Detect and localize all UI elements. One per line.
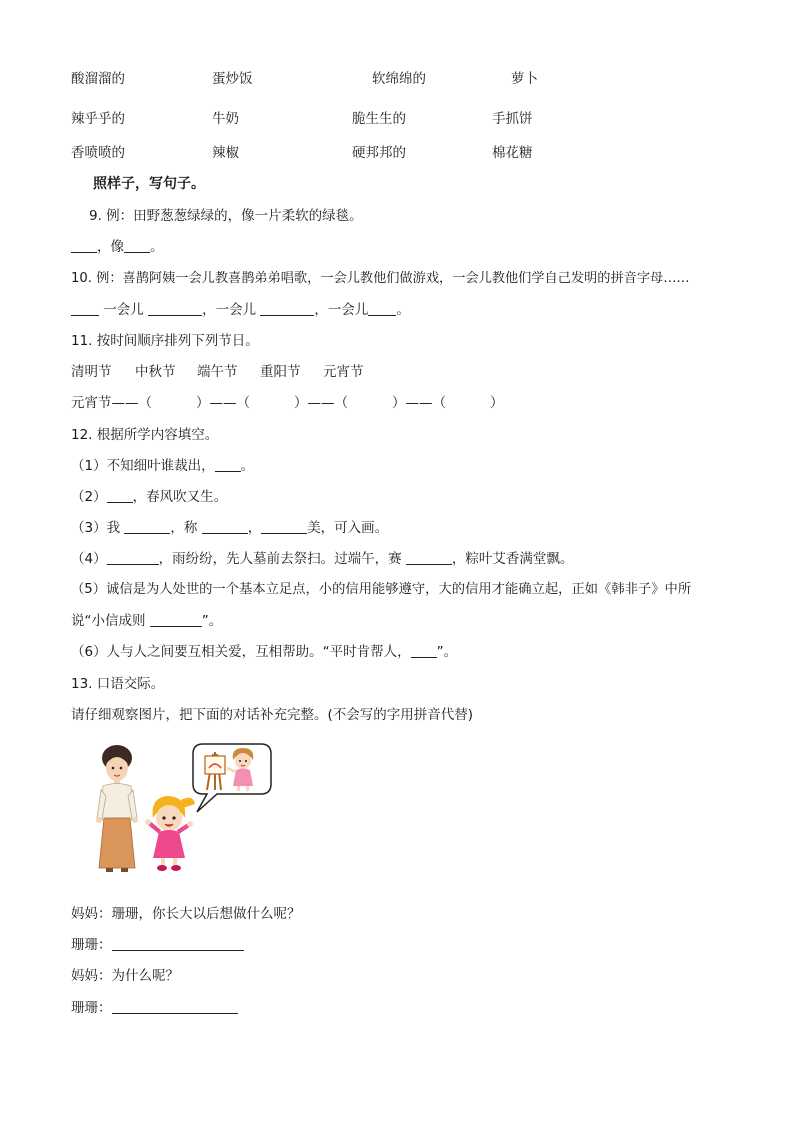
- question-12-line-1: （1）不知细叶谁裁出， 。: [71, 458, 255, 474]
- word-item: 软绵绵的: [372, 71, 426, 87]
- answer-blank[interactable]: [71, 238, 97, 253]
- mother-figure: [96, 745, 138, 872]
- answer-blank[interactable]: [406, 550, 452, 565]
- section-heading: 照样子，写句子。: [93, 176, 205, 192]
- question-12-line-6: （6）人与人之间要互相关爱，互相帮助。“平时肯帮人， ”。: [71, 644, 458, 660]
- question-10-answer-line: 一会儿 ，一会儿 ，一会儿 。: [71, 298, 410, 318]
- answer-blank[interactable]: [112, 999, 238, 1014]
- festival-item: 清明节: [71, 364, 112, 380]
- question-12-prompt: 12. 根据所学内容填空。: [71, 427, 219, 443]
- question-13-prompt: 13. 口语交际。: [71, 676, 165, 692]
- question-9-prompt: 9. 例：田野葱葱绿绿的，像一片柔软的绿毯。: [89, 208, 363, 224]
- dialogue-line-girl-2: 珊珊：: [71, 996, 238, 1016]
- question-12-line-4: （4） ，雨纷纷，先人墓前去祭扫。过端午，赛 ，粽叶艾香满堂飘。: [71, 551, 574, 567]
- dialogue-line-mother-2: 妈妈：为什么呢？: [71, 968, 179, 984]
- answer-blank[interactable]: [71, 301, 99, 316]
- answer-blank[interactable]: [215, 457, 241, 472]
- answer-blank[interactable]: [112, 936, 244, 951]
- festival-item: 端午节: [197, 364, 238, 380]
- question-11-answer-line: 元宵节——（ ）——（ ）——（ ）——（ ）: [71, 395, 504, 411]
- answer-blank[interactable]: [107, 488, 133, 503]
- question-9-answer-line: ，像 。: [71, 235, 164, 255]
- answer-blank[interactable]: [124, 519, 170, 534]
- answer-blank[interactable]: [107, 550, 159, 565]
- festival-item: 中秋节: [135, 364, 176, 380]
- word-item: 酸溜溜的: [71, 71, 125, 87]
- answer-blank[interactable]: [368, 301, 396, 316]
- word-item: 辣椒: [212, 145, 239, 161]
- word-item: 香喷喷的: [71, 145, 125, 161]
- question-10-prompt: 10. 例：喜鹊阿姨一会儿教喜鹊弟弟唱歌，一会儿教他们做游戏，一会儿教他们学自己发明的拼音字母……: [71, 271, 690, 286]
- question-12-line-5: （5）诚信是为人处世的一个基本立足点，小的信用能够遵守，大的信用才能确立起，正如《韩非子》中所: [71, 582, 692, 597]
- answer-blank[interactable]: [411, 643, 437, 658]
- word-item: 棉花糖: [492, 145, 533, 161]
- answer-blank[interactable]: [261, 519, 307, 534]
- festival-item: 元宵节: [323, 364, 364, 380]
- word-item: 萝卜: [511, 71, 538, 87]
- answer-blank[interactable]: [148, 301, 202, 316]
- speech-bubble: [193, 744, 271, 812]
- question-13-instruction: 请仔细观察图片，把下面的对话补充完整。(不会写的字用拼音代替): [71, 707, 474, 723]
- girl-figure: [145, 796, 195, 871]
- word-item: 脆生生的: [352, 111, 406, 127]
- question-11-prompt: 11. 按时间顺序排列下列节日。: [71, 333, 259, 349]
- answer-blank[interactable]: [150, 612, 202, 627]
- mother-and-girl-illustration: [95, 740, 275, 875]
- question-12-line-5-cont: 说“小信成则 ”。: [71, 613, 223, 629]
- word-item: 手抓饼: [492, 111, 533, 127]
- dialogue-line-mother-1: 妈妈：珊珊，你长大以后想做什么呢？: [71, 906, 301, 922]
- word-item: 蛋炒饭: [212, 71, 253, 87]
- festival-item: 重阳节: [260, 364, 301, 380]
- answer-blank[interactable]: [124, 238, 150, 253]
- dialogue-line-girl-1: 珊珊：: [71, 933, 244, 953]
- word-item: 辣乎乎的: [71, 111, 125, 127]
- word-item: 牛奶: [212, 111, 239, 127]
- answer-blank[interactable]: [202, 519, 248, 534]
- question-12-line-3: （3）我 ，称 ， 美，可入画。: [71, 520, 389, 536]
- word-item: 硬邦邦的: [352, 145, 406, 161]
- question-12-line-2: （2） ，春风吹又生。: [71, 489, 228, 505]
- answer-blank[interactable]: [260, 301, 314, 316]
